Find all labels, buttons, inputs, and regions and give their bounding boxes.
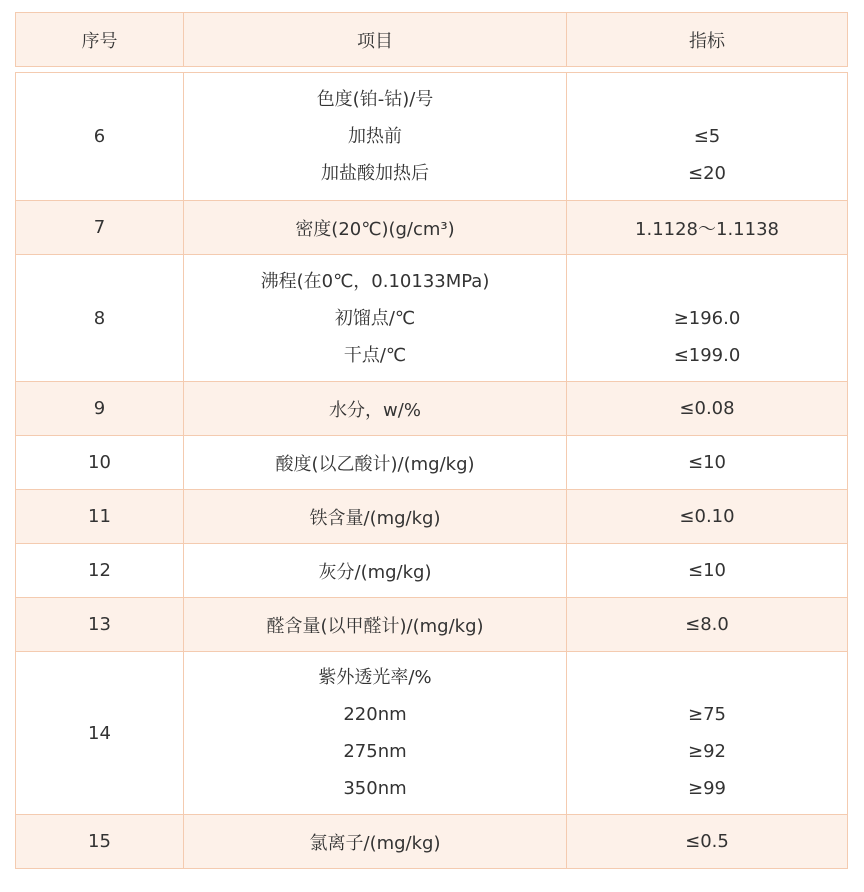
table-row xyxy=(16,73,848,201)
row-number-cell: 14 xyxy=(16,652,184,815)
item-line: 加盐酸加热后 xyxy=(321,163,429,184)
table-row xyxy=(16,436,848,490)
header-cell-item: 项目 xyxy=(184,13,567,67)
header-cell-value: 指标 xyxy=(567,13,848,67)
item-line: 275nm xyxy=(343,741,407,762)
value-line xyxy=(567,263,847,300)
item-cell: 醛含量(以甲醛计)/(mg/kg) xyxy=(184,598,567,652)
row-number-cell: 12 xyxy=(16,544,184,598)
value-cell: ≤10 xyxy=(567,436,848,490)
header-cell-no: 序号 xyxy=(16,13,184,67)
item-line: 紫外透光率/% xyxy=(318,667,432,688)
header-row xyxy=(16,13,848,67)
item-cell xyxy=(184,73,567,201)
value-cell xyxy=(567,255,848,382)
item-line: 加热前 xyxy=(348,126,402,147)
item-cell: 灰分/(mg/kg) xyxy=(184,544,567,598)
spec-table-container xyxy=(15,12,847,869)
value-line xyxy=(567,659,847,696)
item-line: 初馏点/℃ xyxy=(334,307,416,329)
row-number-cell: 8 xyxy=(16,255,184,382)
table-row xyxy=(16,652,848,815)
value-cell xyxy=(567,652,848,815)
value-line xyxy=(567,81,847,118)
row-number-cell: 9 xyxy=(16,382,184,436)
row-number-cell: 11 xyxy=(16,490,184,544)
row-number-cell: 10 xyxy=(16,436,184,490)
item-cell: 铁含量/(mg/kg) xyxy=(184,490,567,544)
table-row xyxy=(16,201,848,255)
value-cell: ≤10 xyxy=(567,544,848,598)
value-line: ≥92 xyxy=(688,741,726,762)
value-line: ≥99 xyxy=(688,778,726,799)
value-line: ≤199.0 xyxy=(673,344,741,366)
spec-table xyxy=(15,12,848,869)
value-cell: ≤8.0 xyxy=(567,598,848,652)
value-cell: ≤0.5 xyxy=(567,815,848,869)
item-line: 350nm xyxy=(343,778,407,799)
value-line: ≤20 xyxy=(688,163,726,184)
row-number-cell: 6 xyxy=(16,73,184,201)
item-cell xyxy=(184,652,567,815)
item-line: 220nm xyxy=(343,704,407,725)
value-cell: 1.1128～1.1138 xyxy=(567,201,848,255)
value-cell: ≤0.08 xyxy=(567,382,848,436)
value-cell xyxy=(567,73,848,201)
item-line: 沸程(在0℃，0.10133MPa) xyxy=(260,270,490,292)
table-row xyxy=(16,255,848,382)
item-cell xyxy=(184,255,567,382)
value-cell: ≤0.10 xyxy=(567,490,848,544)
item-line: 干点/℃ xyxy=(343,344,407,366)
table-row xyxy=(16,382,848,436)
table-row xyxy=(16,815,848,869)
row-number-cell: 7 xyxy=(16,201,184,255)
value-line: ≤5 xyxy=(693,126,721,147)
item-cell: 氯离子/(mg/kg) xyxy=(184,815,567,869)
table-row xyxy=(16,544,848,598)
item-cell: 酸度(以乙酸计)/(mg/kg) xyxy=(184,436,567,490)
value-line: ≥75 xyxy=(688,704,726,725)
row-number-cell: 13 xyxy=(16,598,184,652)
item-cell: 密度(20℃)(g/cm³) xyxy=(184,201,567,255)
value-line: ≥196.0 xyxy=(673,307,741,329)
item-cell: 水分，w/% xyxy=(184,382,567,436)
table-row xyxy=(16,598,848,652)
item-line: 色度(铂-钴)/号 xyxy=(316,89,434,110)
table-row xyxy=(16,490,848,544)
row-number-cell: 15 xyxy=(16,815,184,869)
